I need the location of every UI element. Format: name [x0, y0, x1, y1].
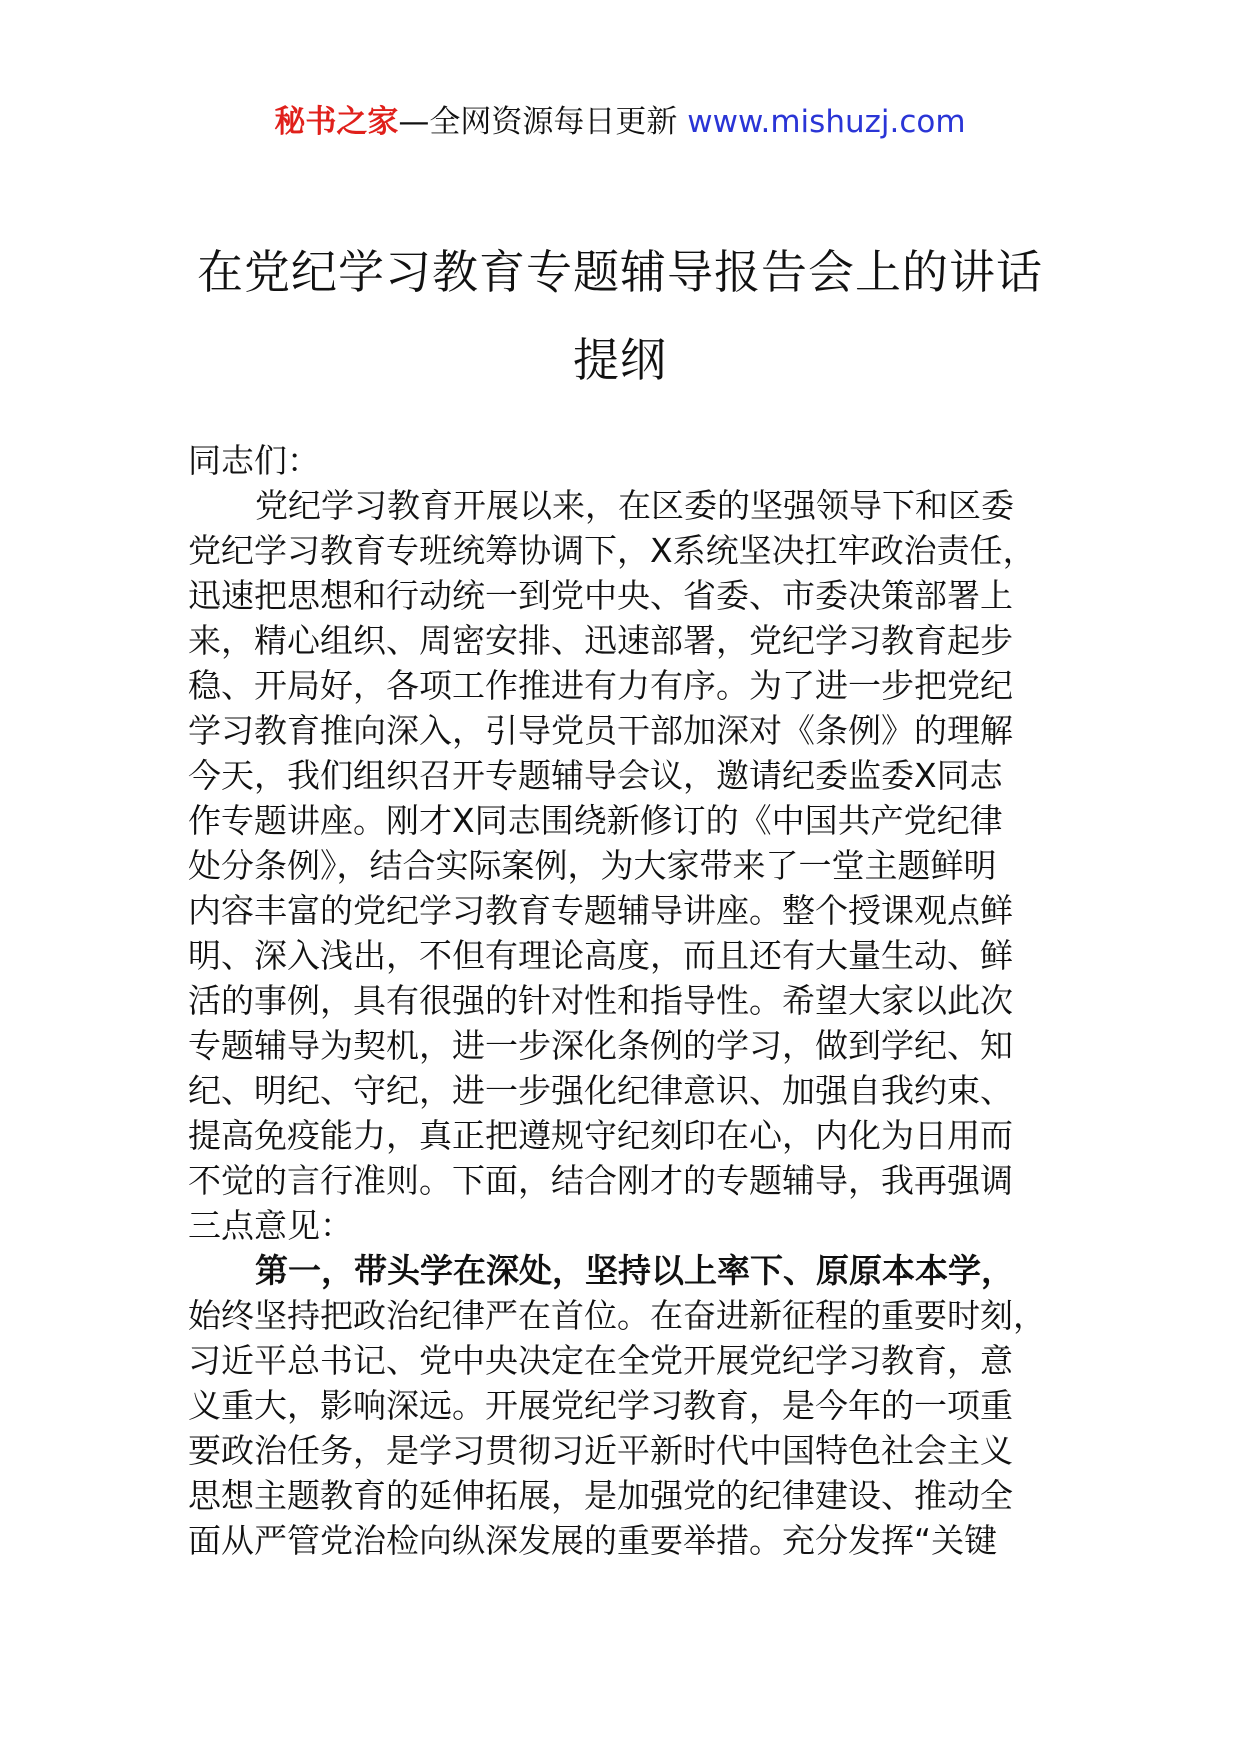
text-line: 提高免疫能力，真正把遵规守纪刻印在心，内化为日用而	[188, 1116, 1013, 1155]
text-line: 面从严管党治检向纵深发展的重要举措。充分发挥“关键	[188, 1521, 998, 1560]
text-line: 思想主题教育的延伸拓展，是加强党的纪律建设、推动全	[188, 1476, 1013, 1515]
title-line-2: 提纲	[573, 333, 667, 387]
text-line: 明、深入浅出，不但有理论高度，而且还有大量生动、鲜	[188, 936, 1013, 975]
document-body	[188, 438, 1058, 1563]
header-slogan: —全网资源每日更新	[398, 104, 688, 140]
text-line: 作专题讲座。刚才X同志围绕新修订的《中国共产党纪律	[188, 801, 1003, 840]
brand-name: 秘书之家	[274, 104, 399, 140]
text-line: 要政治任务，是学习贯彻习近平新时代中国特色社会主义	[188, 1431, 1013, 1470]
text-line: 处分条例》，结合实际案例，为大家带来了一堂主题鲜明	[188, 846, 997, 885]
text-line: 迅速把思想和行动统一到党中央、省委、市委决策部署上	[188, 576, 1013, 615]
salutation: 同志们：	[188, 441, 320, 480]
document-title	[190, 228, 1050, 404]
text-line: 学习教育推向深入，引导党员干部加深对《条例》的理解	[188, 711, 1013, 750]
text-line: 今天，我们组织召开专题辅导会议，邀请纪委监委X同志	[188, 756, 1003, 795]
text-line: 始终坚持把政治纪律严在首位。在奋进新征程的重要时刻，	[188, 1296, 1046, 1335]
site-header	[0, 100, 1240, 144]
text-line: 内容丰富的党纪学习教育专题辅导讲座。整个授课观点鲜	[188, 891, 1013, 930]
text-line: 稳、开局好，各项工作推进有力有序。为了进一步把党纪	[188, 666, 1013, 705]
text-line: 不觉的言行准则。下面，结合刚才的专题辅导，我再强调	[188, 1161, 1013, 1200]
title-line-1: 在党纪学习教育专题辅导报告会上的讲话	[197, 245, 1043, 299]
text-line: 党纪学习教育开展以来，在区委的坚强领导下和区委	[255, 486, 1014, 525]
section-heading: 第一，带头学在深处，坚持以上率下、原原本本学，	[255, 1251, 1014, 1290]
paragraph-1	[188, 483, 1058, 1248]
text-line: 纪、明纪、守纪，进一步强化纪律意识、加强自我约束、	[188, 1071, 1013, 1110]
site-url[interactable]: www.mishuzj.com	[687, 104, 966, 140]
text-line: 三点意见：	[188, 1206, 353, 1245]
text-line: 来，精心组织、周密安排、迅速部署，党纪学习教育起步	[188, 621, 1013, 660]
text-line: 专题辅导为契机，进一步深化条例的学习，做到学纪、知	[188, 1026, 1013, 1065]
text-line: 义重大，影响深远。开展党纪学习教育，是今年的一项重	[188, 1386, 1013, 1425]
text-line: 党纪学习教育专班统筹协调下，X系统坚决扛牢政治责任，	[188, 531, 1036, 570]
text-line: 习近平总书记、党中央决定在全党开展党纪学习教育，意	[188, 1341, 1013, 1380]
text-line: 活的事例，具有很强的针对性和指导性。希望大家以此次	[188, 981, 1013, 1020]
paragraph-2	[188, 1248, 1058, 1563]
